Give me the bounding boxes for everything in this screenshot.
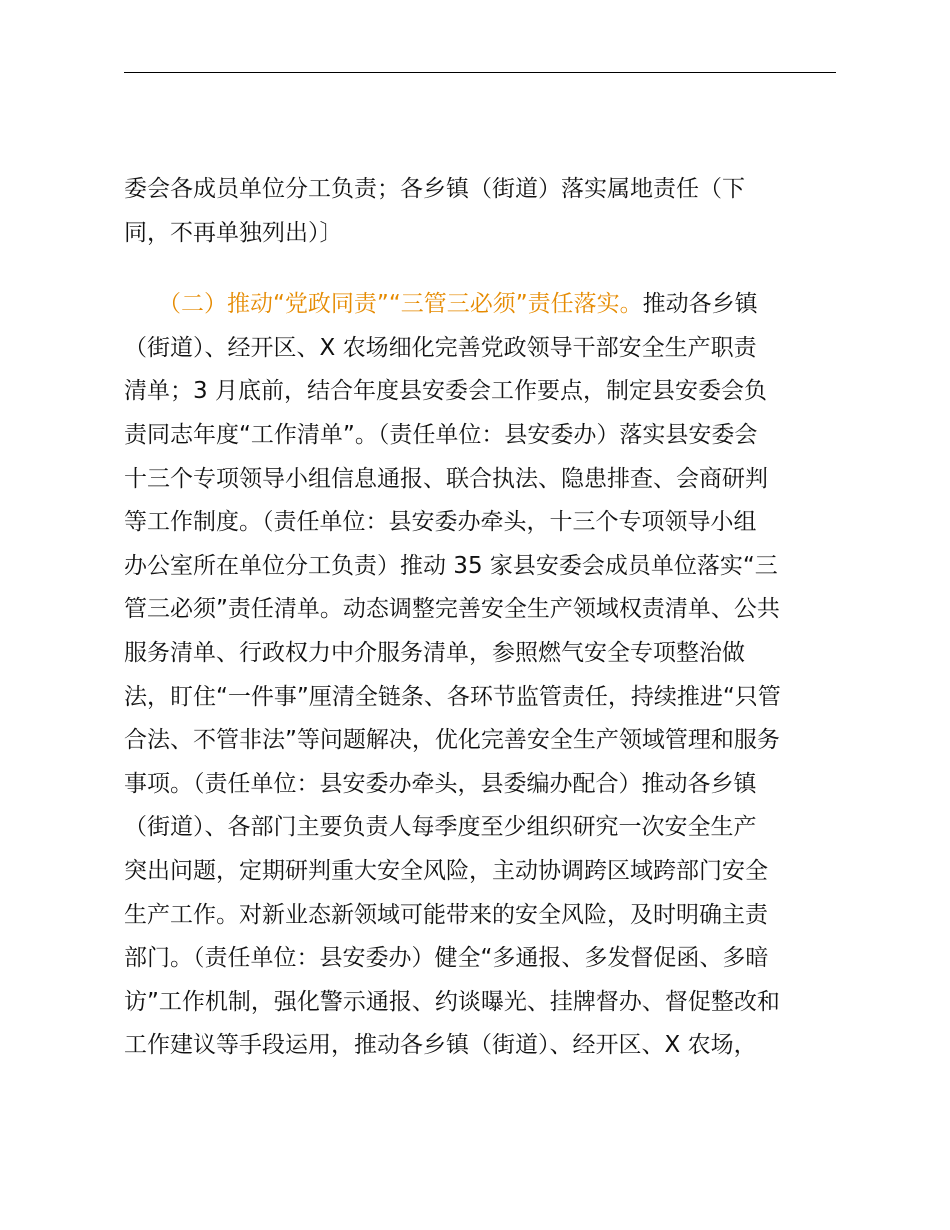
text-line: 服务清单、行政权力中介服务清单，参照燃气安全专项整治做 xyxy=(124,639,745,666)
text-line: 访”工作机制，强化警示通报、约谈曝光、挂牌督办、督促整改和 xyxy=(124,988,780,1015)
text-line: 十三个专项领导小组信息通报、联合执法、隐患排查、会商研判 xyxy=(124,465,768,492)
text-line xyxy=(124,283,836,327)
heading-line-rest: 推动各乡镇 xyxy=(642,291,758,318)
header-rule xyxy=(124,72,836,73)
text-line: 生产工作。对新业态新领域可能带来的安全风险，及时明确主责 xyxy=(124,901,768,928)
text-line: 法，盯住“一件事”厘清全链条、各环节监管责任，持续推进“只管 xyxy=(124,683,781,710)
paragraph-1 xyxy=(124,168,836,255)
text-line: 等工作制度。（责任单位：县安委办牵头，十三个专项领导小组 xyxy=(124,509,757,536)
text-line: 责同志年度“工作清单”。（责任单位：县安委办）落实县安委会 xyxy=(124,421,758,448)
text-line: 办公室所在单位分工负责）推动 35 家县安委会成员单位落实“三 xyxy=(124,552,778,579)
paragraph-2 xyxy=(124,283,836,1068)
document-body xyxy=(124,168,836,1068)
text-line: 同，不再单独列出）〕 xyxy=(124,219,343,246)
paragraph-gap xyxy=(124,255,836,283)
text-line: 管三必须”责任清单。动态调整完善安全生产领域权责清单、公共 xyxy=(124,596,780,623)
text-line: 事项。（责任单位：县安委办牵头，县委编办配合）推动各乡镇 xyxy=(124,770,757,797)
text-line: 清单；3 月底前，结合年度县安委会工作要点，制定县安委会负 xyxy=(124,378,767,405)
text-line: 合法、不管非法”等问题解决，优化完善安全生产领域管理和服务 xyxy=(124,727,780,754)
section-heading: （二）推动“党政同责”“三管三必须”责任落实。 xyxy=(158,291,643,318)
text-line: 委会各成员单位分工负责；各乡镇（街道）落实属地责任（下 xyxy=(124,176,745,202)
text-line: 突出问题，定期研判重大安全风险，主动协调跨区域跨部门安全 xyxy=(124,857,768,884)
text-line: （街道）、经开区、X 农场细化完善党政领导干部安全生产职责 xyxy=(124,334,757,361)
text-line: 工作建议等手段运用，推动各乡镇（街道）、经开区、X 农场， xyxy=(124,1032,757,1059)
text-line: （街道）、各部门主要负责人每季度至少组织研究一次安全生产 xyxy=(124,814,757,841)
text-line: 部门。（责任单位：县安委办）健全“多通报、多发督促函、多暗 xyxy=(124,945,769,972)
